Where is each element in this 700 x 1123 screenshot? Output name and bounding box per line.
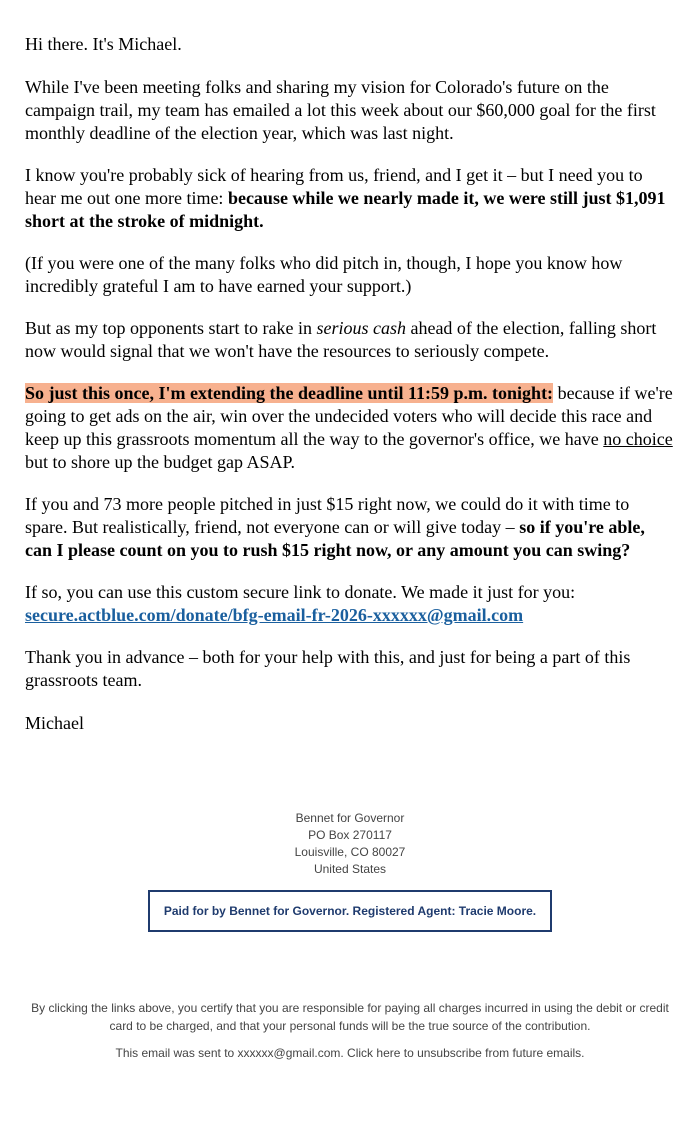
paragraph-deadline [25,382,675,474]
paragraph-goal: While I've been meeting folks and sharing my vision for Colorado's future on the campaign trail, my team has emailed a lot this week about our $60,000 goal for the first monthly deadline of the election year, which was last night. [25,77,656,143]
mailing-address [0,810,700,878]
paragraph-deadline-end: but to shore up the budget gap ASAP. [25,452,295,472]
deadline-highlight: So just this once, I'm extending the deadline until 11:59 p.m. tonight: [25,383,554,403]
no-choice-underline: no choice [603,429,673,449]
paid-for-disclaimer [148,890,552,932]
address-country: United States [313,862,387,876]
serious-cash-italic: serious cash [316,318,406,338]
address-po-box: PO Box 270117 [308,828,392,842]
signature: Michael [25,713,84,733]
donate-link[interactable]: secure.actblue.com/donate/bfg-email-fr-2026-xxxxxx@gmail.com [25,605,524,625]
legal-disclaimer: By clicking the links above, you certify that you are responsible for paying all charges incurred in using the debit or credit card to be charged, and that your personal funds will be the true source of the contribution. [31,1001,669,1033]
email-body [25,33,675,754]
paragraph-closing: Thank you in advance – both for your help with this, and just for being a part of this grassroots team. [25,647,631,690]
paragraph-link [25,581,675,627]
shortfall-bold: because while we nearly made it, we were still just $1,091 short at the stroke of midnight. [25,188,666,231]
paragraph-ask [25,493,675,562]
address-name: Bennet for Governor [295,811,405,825]
paid-for-text: Paid for by Bennet for Governor. Registered Agent: Tracie Moore. [163,904,537,918]
paragraph-opponents-end: ahead of the election, falling short now would signal that we won't have the resources to seriously compete. [25,318,657,361]
paragraph-opponents [25,317,675,363]
unsubscribe-notice[interactable]: This email was sent to xxxxxx@gmail.com. Click here to unsubscribe from future emails. [115,1046,585,1060]
ask-bold: so if you're able, can I please count on you to rush $15 right now, or any amount you can swing? [25,517,645,560]
paragraph-opponents-start: But as my top opponents start to rake in [25,318,317,338]
paragraph-link-text: If so, you can use this custom secure link to donate. We made it just for you: [25,582,576,602]
paragraph-thanks-donors: (If you were one of the many folks who did pitch in, though, I hope you know how incredibly grateful I am to have earned your support.) [25,253,623,296]
paragraph-ask-start: If you and 73 more people pitched in just $15 right now, we could do it with time to spare. But realistically, friend, not everyone can or will give today – [25,494,630,537]
greeting: Hi there. It's Michael. [25,34,182,54]
paragraph-deadline-middle: because if we're going to get ads on the air, win over the undecided voters who will decide this race and keep up this grassroots momentum all the way to the governor's office, we have [25,383,673,449]
paragraph-short [25,164,675,233]
address-city: Louisville, CO 80027 [294,845,406,859]
paragraph-short-text: I know you're probably sick of hearing from us, friend, and I get it – but I need you to hear me out one more time: [25,165,643,208]
